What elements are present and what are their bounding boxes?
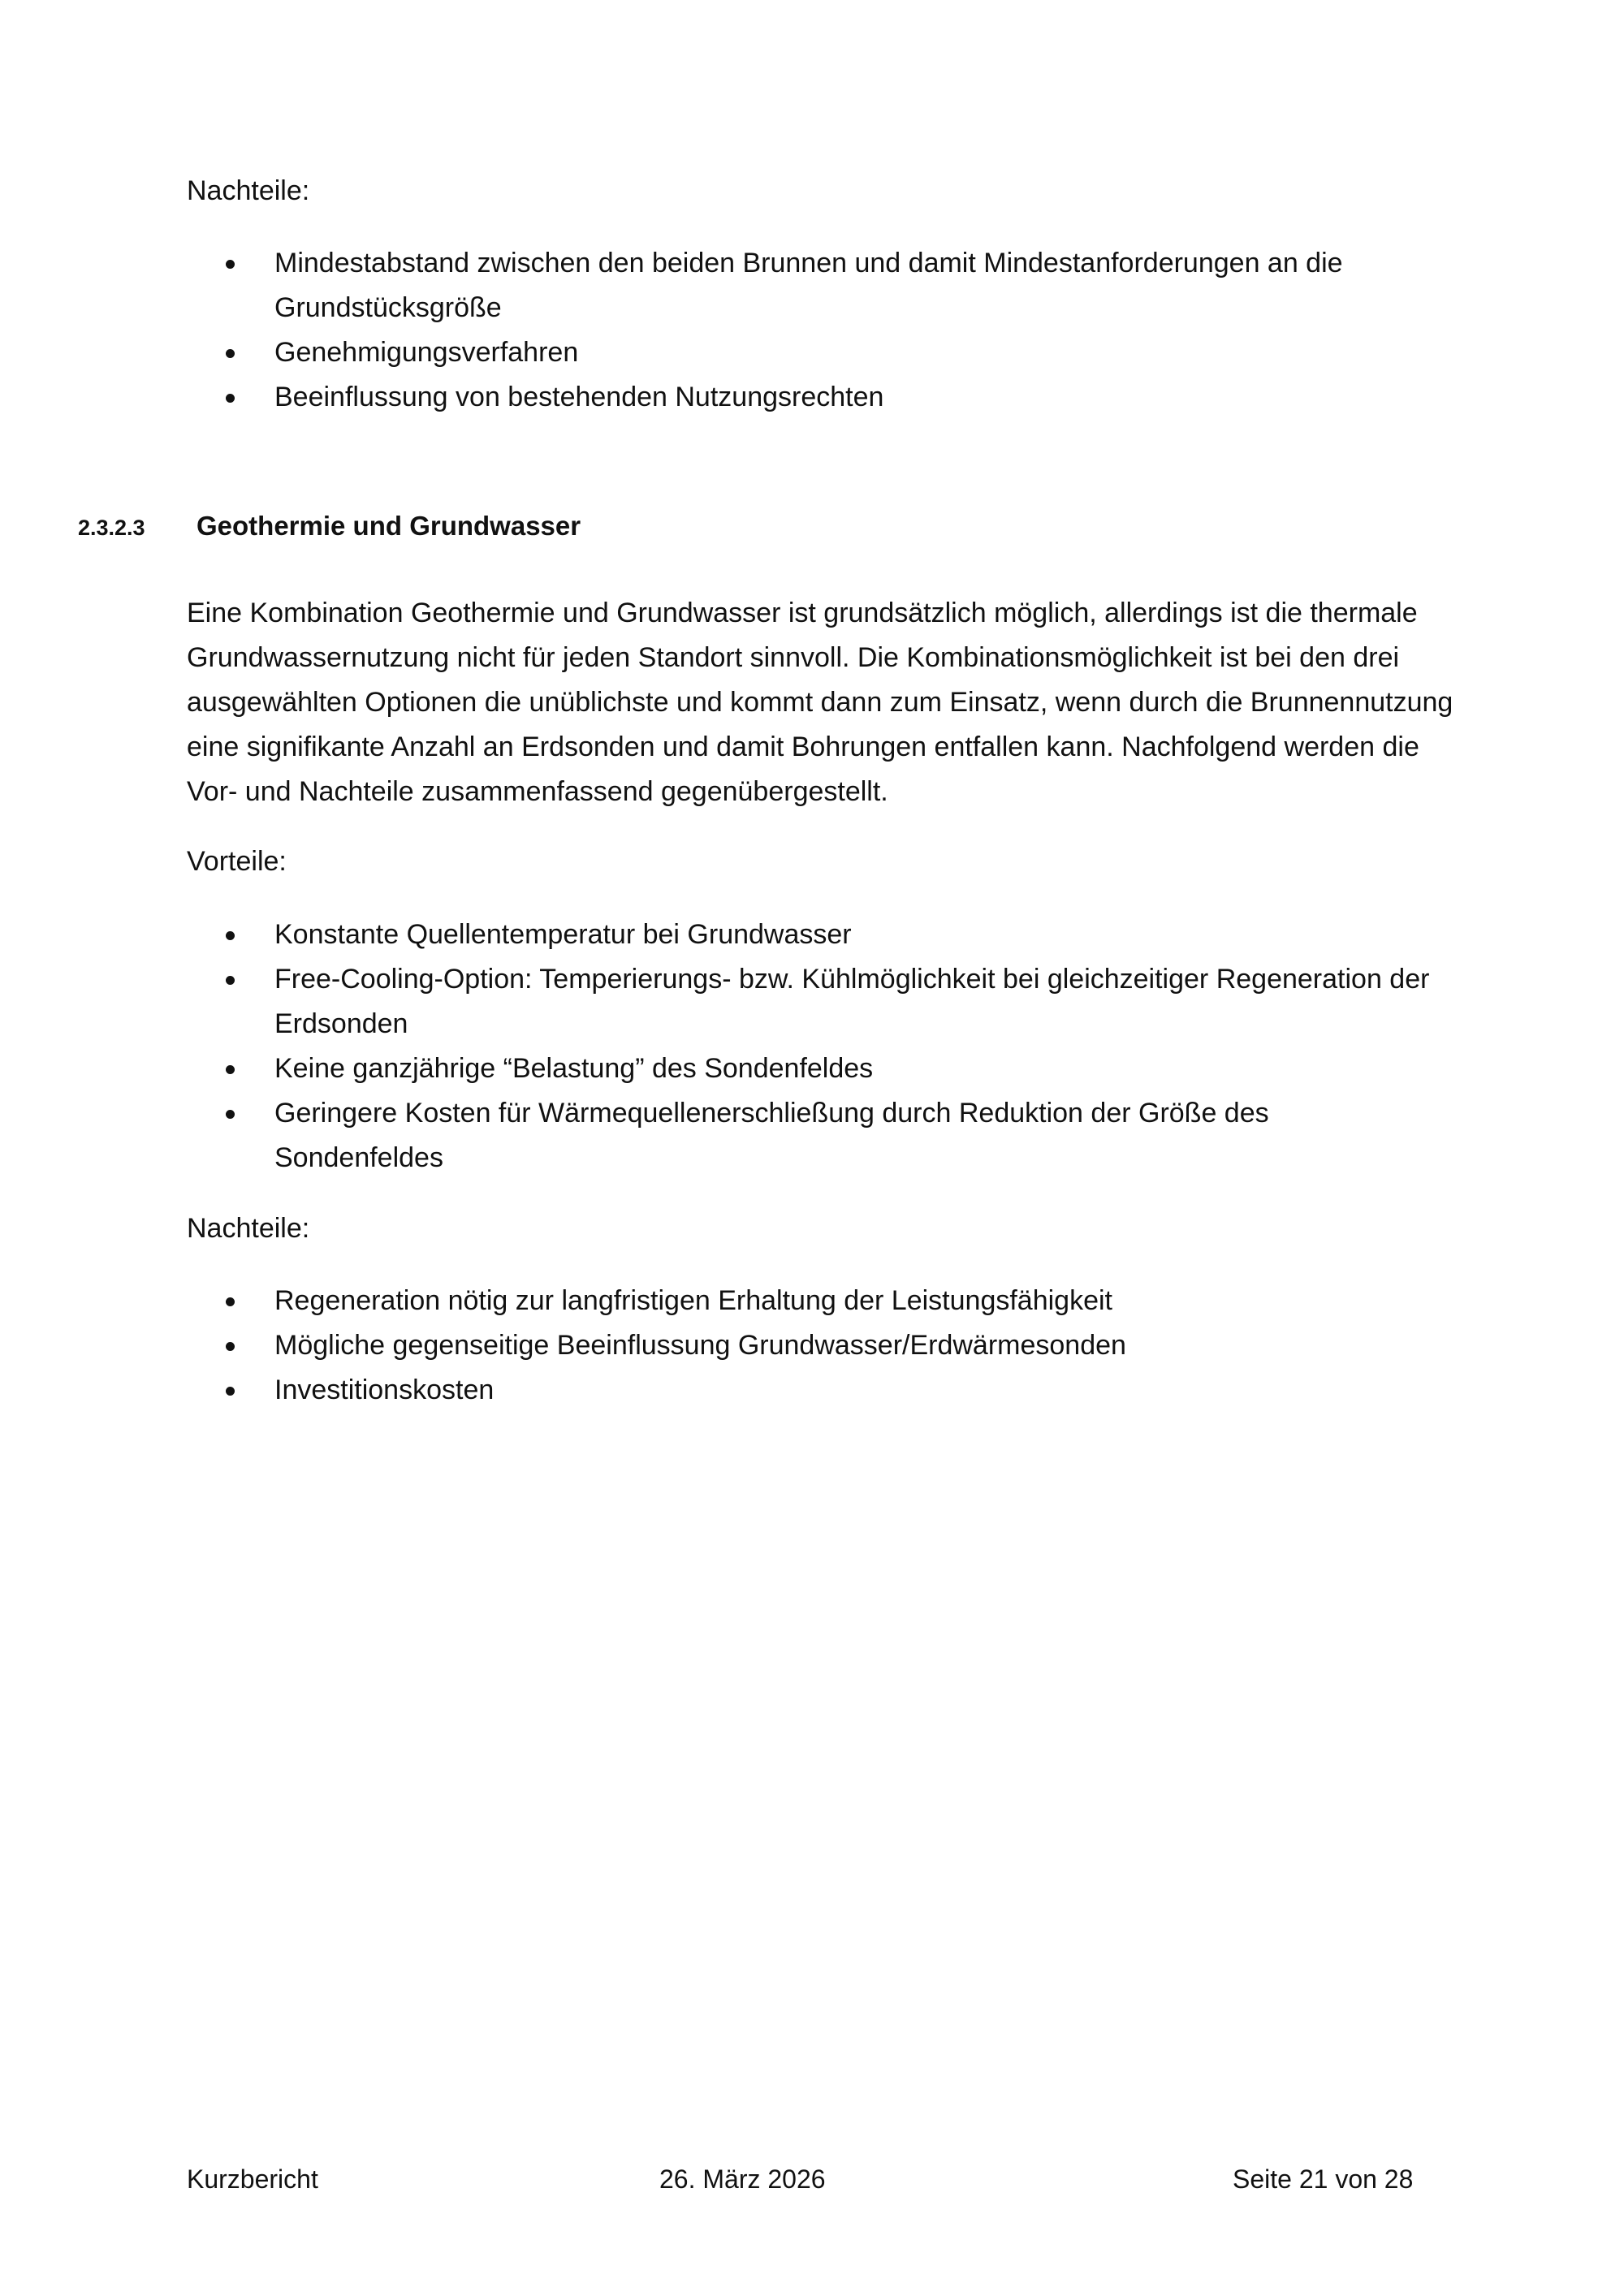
nachteile-list-2 (187, 1279, 1453, 1413)
section-heading (78, 503, 581, 550)
list-item: Keine ganzjährige “Belastung” des Sondenfeldes (187, 1047, 1453, 1091)
bullet-icon (226, 976, 235, 985)
bullet-icon (226, 349, 235, 358)
vorteile-list (187, 913, 1453, 1180)
bullet-icon (226, 1297, 235, 1306)
bullet-icon (226, 1387, 235, 1396)
body-paragraph: Eine Kombination Geothermie und Grundwasser ist grundsätzlich möglich, allerdings ist die thermale Grundwassernutzung nicht für jeden Standort sinnvoll. Die Kombinationsmöglichkeit ist bei den drei ausgewählten Optionen die unüblichste und kommt dann zum Einsatz, wenn durch die Brunnennutzung eine signifikante Anzahl an Erdsonden und damit Bohrungen entfallen kann. Nachfolgend werden die Vor- und Nachteile zusammenfassend gegenübergestellt. (187, 598, 1453, 807)
bullet-icon (226, 260, 235, 269)
list-item: Regeneration nötig zur langfristigen Erhaltung der Leistungsfähigkeit (187, 1279, 1453, 1323)
nachteile-label-2: Nachteile: (187, 1213, 310, 1244)
footer-page-number: Seite 21 von 28 (1233, 2164, 1414, 2194)
list-item: Geringere Kosten für Wärmequellenerschließung durch Reduktion der Größe des Sondenfeldes (187, 1091, 1371, 1180)
list-item: Konstante Quellentemperatur bei Grundwasser (187, 913, 1453, 957)
bullet-icon (226, 394, 235, 403)
section-title: Geothermie und Grundwasser (197, 511, 581, 541)
section-number: 2.3.2.3 (78, 516, 145, 540)
nachteile-list-1 (187, 241, 1453, 420)
list-item: Mögliche gegenseitige Beeinflussung Grundwasser/Erdwärmesonden (187, 1323, 1453, 1368)
list-item: Beeinflussung von bestehenden Nutzungsrechten (187, 375, 1453, 420)
footer-document-type: Kurzbericht (187, 2164, 318, 2194)
list-item: Free-Cooling-Option: Temperierungs- bzw. Kühlmöglichkeit bei gleichzeitiger Regeneration der Erdsonden (187, 957, 1452, 1047)
bullet-icon (226, 931, 235, 940)
bullet-icon (226, 1065, 235, 1074)
list-item: Mindestabstand zwischen den beiden Brunnen und damit Mindestanforderungen an die Grundstücksgröße (187, 241, 1411, 330)
list-item: Investitionskosten (187, 1368, 1453, 1413)
bullet-icon (226, 1110, 235, 1119)
list-item: Genehmigungsverfahren (187, 330, 1453, 375)
footer-date: 26. März 2026 (659, 2164, 826, 2194)
vorteile-label: Vorteile: (187, 846, 287, 877)
bullet-icon (226, 1342, 235, 1351)
nachteile-label-1: Nachteile: (187, 175, 310, 206)
